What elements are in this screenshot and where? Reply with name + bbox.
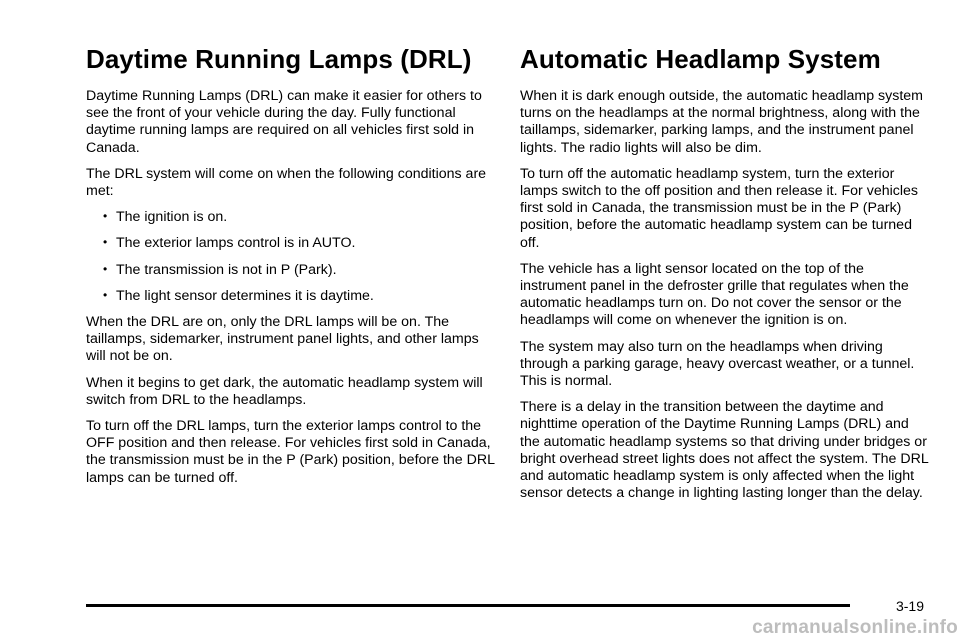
headlamp-paragraph-5: There is a delay in the transition between the daytime and nighttime operation of the Daytime Running Lamps (DRL) and the automatic headlamp systems so that driving under bridges or bright overhead street lights does not affect the system. The DRL and automatic headlamp system is only affected when the light sensor detects a change in lighting lasting longer than the delay. — [520, 399, 929, 502]
drl-turn-off-paragraph: To turn off the DRL lamps, turn the exterior lamps control to the OFF position and then release. For vehicles first sold in Canada, the transmission must be in the P (Park) position, before the DRL lamps can be turned off. — [86, 418, 495, 486]
headlamp-heading: Automatic Headlamp System — [520, 44, 881, 74]
bullet-icon: • — [103, 261, 108, 276]
drl-on-paragraph: When the DRL are on, only the DRL lamps will be on. The taillamps, sidemarker, instrument panel lights, and other lamps will not be on. — [86, 314, 479, 365]
headlamp-paragraph-2: To turn off the automatic headlamp system, turn the exterior lamps switch to the off position and then release it. For vehicles first sold in Canada, the transmission must be in the P (Park) position, before the automatic headlamp system can be turned off. — [520, 165, 918, 251]
headlamp-paragraph-1: When it is dark enough outside, the automatic headlamp system turns on the headlamps at the normal brightness, along with the taillamps, sidemarker, parking lamps, and the instrument panel lights. The radio lights will also be dim. — [520, 88, 923, 156]
headlamp-paragraph-3: The vehicle has a light sensor located on the top of the instrument panel in the defroster grille that regulates when the automatic headlamps turn on. Do not cover the sensor or the headlamps will come on whenever the ignition is on. — [520, 260, 909, 329]
list-item — [86, 235, 502, 252]
drl-section — [86, 44, 502, 496]
drl-dark-paragraph: When it begins to get dark, the automatic headlamp system will switch from DRL to the headlamps. — [86, 374, 483, 408]
drl-conditions-paragraph: The DRL system will come on when the following conditions are met: — [86, 165, 487, 200]
list-item — [86, 262, 502, 279]
drl-conditions-list — [86, 209, 502, 305]
drl-intro-paragraph: Daytime Running Lamps (DRL) can make it easier for others to see the front of your vehicle during the day. Fully functional daytime running lamps are required on all vehicles first sold in Canada. — [86, 88, 482, 156]
list-item — [86, 209, 502, 226]
page-number: 3-19 — [895, 598, 924, 614]
watermark: carmanualsonline.info — [752, 617, 958, 638]
headlamp-paragraph-4: The system may also turn on the headlamps when driving through a parking garage, heavy overcast weather, or a tunnel. This is normal. — [520, 338, 915, 390]
bullet-icon: • — [103, 287, 108, 302]
list-item-text: The transmission is not in P (Park). — [116, 261, 337, 278]
headlamp-section — [520, 44, 932, 511]
list-item-text: The exterior lamps control is in AUTO. — [116, 235, 356, 252]
list-item-text: The ignition is on. — [116, 209, 228, 226]
bullet-icon: • — [103, 209, 108, 224]
bullet-icon: • — [103, 235, 108, 250]
drl-heading: Daytime Running Lamps (DRL) — [86, 44, 472, 74]
list-item-text: The light sensor determines it is daytime. — [116, 287, 374, 304]
list-item — [86, 288, 502, 305]
footer-rule — [86, 604, 850, 607]
